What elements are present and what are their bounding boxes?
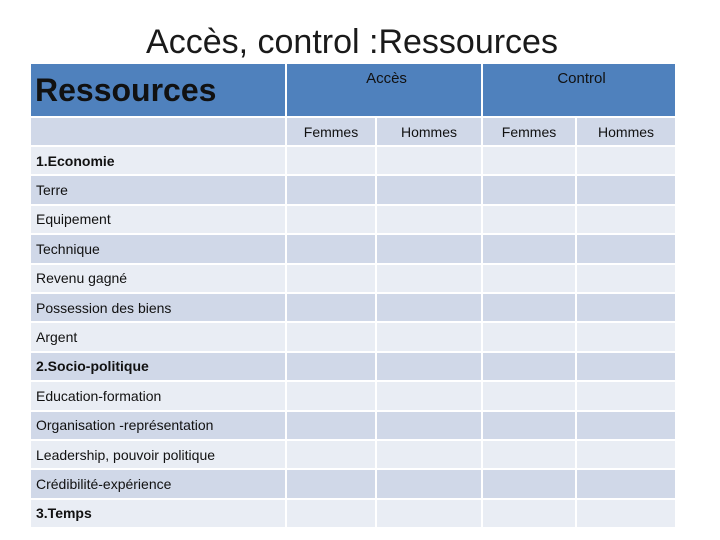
table-cell[interactable] bbox=[376, 352, 482, 381]
table-cell[interactable] bbox=[376, 440, 482, 469]
subheader-row bbox=[30, 117, 676, 146]
table-cell[interactable] bbox=[286, 411, 376, 440]
row-label: Leadership, pouvoir politique bbox=[30, 440, 286, 469]
table-row bbox=[30, 411, 676, 440]
subheader-blank-cell bbox=[30, 117, 286, 146]
table-cell[interactable] bbox=[376, 381, 482, 410]
table-cell[interactable] bbox=[482, 293, 576, 322]
table-cell[interactable] bbox=[376, 205, 482, 234]
table-row bbox=[30, 322, 676, 351]
table-cell[interactable] bbox=[376, 469, 482, 498]
table-cell[interactable] bbox=[576, 234, 676, 263]
table-row bbox=[30, 264, 676, 293]
table-cell[interactable] bbox=[286, 322, 376, 351]
table-cell[interactable] bbox=[576, 499, 676, 528]
table-cell[interactable] bbox=[376, 264, 482, 293]
table-cell[interactable] bbox=[286, 440, 376, 469]
table-cell[interactable] bbox=[376, 234, 482, 263]
table-cell[interactable] bbox=[376, 499, 482, 528]
table-cell[interactable] bbox=[286, 381, 376, 410]
table-cell[interactable] bbox=[286, 264, 376, 293]
table-row bbox=[30, 381, 676, 410]
table-cell[interactable] bbox=[376, 175, 482, 204]
table-row bbox=[30, 234, 676, 263]
table-cell[interactable] bbox=[576, 322, 676, 351]
table-row bbox=[30, 440, 676, 469]
header-row bbox=[30, 63, 676, 117]
control-group-header: Control bbox=[482, 63, 676, 117]
row-label: Terre bbox=[30, 175, 286, 204]
table-cell[interactable] bbox=[482, 322, 576, 351]
table-cell[interactable] bbox=[286, 499, 376, 528]
table-cell[interactable] bbox=[482, 469, 576, 498]
table-cell[interactable] bbox=[482, 499, 576, 528]
row-label: 2.Socio-politique bbox=[30, 352, 286, 381]
row-label: Argent bbox=[30, 322, 286, 351]
table-row bbox=[30, 293, 676, 322]
resources-table bbox=[29, 62, 677, 529]
table-cell[interactable] bbox=[286, 293, 376, 322]
row-label: Revenu gagné bbox=[30, 264, 286, 293]
table-cell[interactable] bbox=[576, 146, 676, 175]
row-label: Education-formation bbox=[30, 381, 286, 410]
table-cell[interactable] bbox=[286, 352, 376, 381]
subheader-control-women: Femmes bbox=[482, 117, 576, 146]
table-cell[interactable] bbox=[286, 146, 376, 175]
table-row bbox=[30, 469, 676, 498]
row-label: Technique bbox=[30, 234, 286, 263]
table-row bbox=[30, 352, 676, 381]
table-row bbox=[30, 175, 676, 204]
table-cell[interactable] bbox=[576, 381, 676, 410]
subheader-control-men: Hommes bbox=[576, 117, 676, 146]
table-cell[interactable] bbox=[576, 411, 676, 440]
table-cell[interactable] bbox=[286, 234, 376, 263]
subheader-access-women: Femmes bbox=[286, 117, 376, 146]
table-cell[interactable] bbox=[376, 293, 482, 322]
table-cell[interactable] bbox=[482, 381, 576, 410]
table-cell[interactable] bbox=[576, 264, 676, 293]
table-cell[interactable] bbox=[482, 205, 576, 234]
table-cell[interactable] bbox=[576, 352, 676, 381]
table-cell[interactable] bbox=[376, 322, 482, 351]
slide-title: Accès, control :Ressources bbox=[146, 23, 558, 61]
table-row bbox=[30, 205, 676, 234]
table-cell[interactable] bbox=[576, 175, 676, 204]
table-cell[interactable] bbox=[482, 411, 576, 440]
table-cell[interactable] bbox=[482, 146, 576, 175]
table-cell[interactable] bbox=[576, 469, 676, 498]
access-group-header: Accès bbox=[286, 63, 482, 117]
row-label: Crédibilité-expérience bbox=[30, 469, 286, 498]
subheader-access-men: Hommes bbox=[376, 117, 482, 146]
table-cell[interactable] bbox=[286, 175, 376, 204]
resources-header: Ressources bbox=[30, 63, 286, 117]
table-cell[interactable] bbox=[482, 234, 576, 263]
table-cell[interactable] bbox=[576, 205, 676, 234]
table-cell[interactable] bbox=[286, 205, 376, 234]
row-label: 3.Temps bbox=[30, 499, 286, 528]
table-cell[interactable] bbox=[376, 146, 482, 175]
table-cell[interactable] bbox=[376, 411, 482, 440]
row-label: Equipement bbox=[30, 205, 286, 234]
row-label: Possession des biens bbox=[30, 293, 286, 322]
table-cell[interactable] bbox=[576, 440, 676, 469]
row-label: Organisation -représentation bbox=[30, 411, 286, 440]
table-cell[interactable] bbox=[576, 293, 676, 322]
table-row bbox=[30, 499, 676, 528]
table-cell[interactable] bbox=[482, 440, 576, 469]
table-cell[interactable] bbox=[482, 264, 576, 293]
table-row bbox=[30, 146, 676, 175]
row-label: 1.Economie bbox=[30, 146, 286, 175]
table-cell[interactable] bbox=[482, 175, 576, 204]
table-cell[interactable] bbox=[482, 352, 576, 381]
table-cell[interactable] bbox=[286, 469, 376, 498]
